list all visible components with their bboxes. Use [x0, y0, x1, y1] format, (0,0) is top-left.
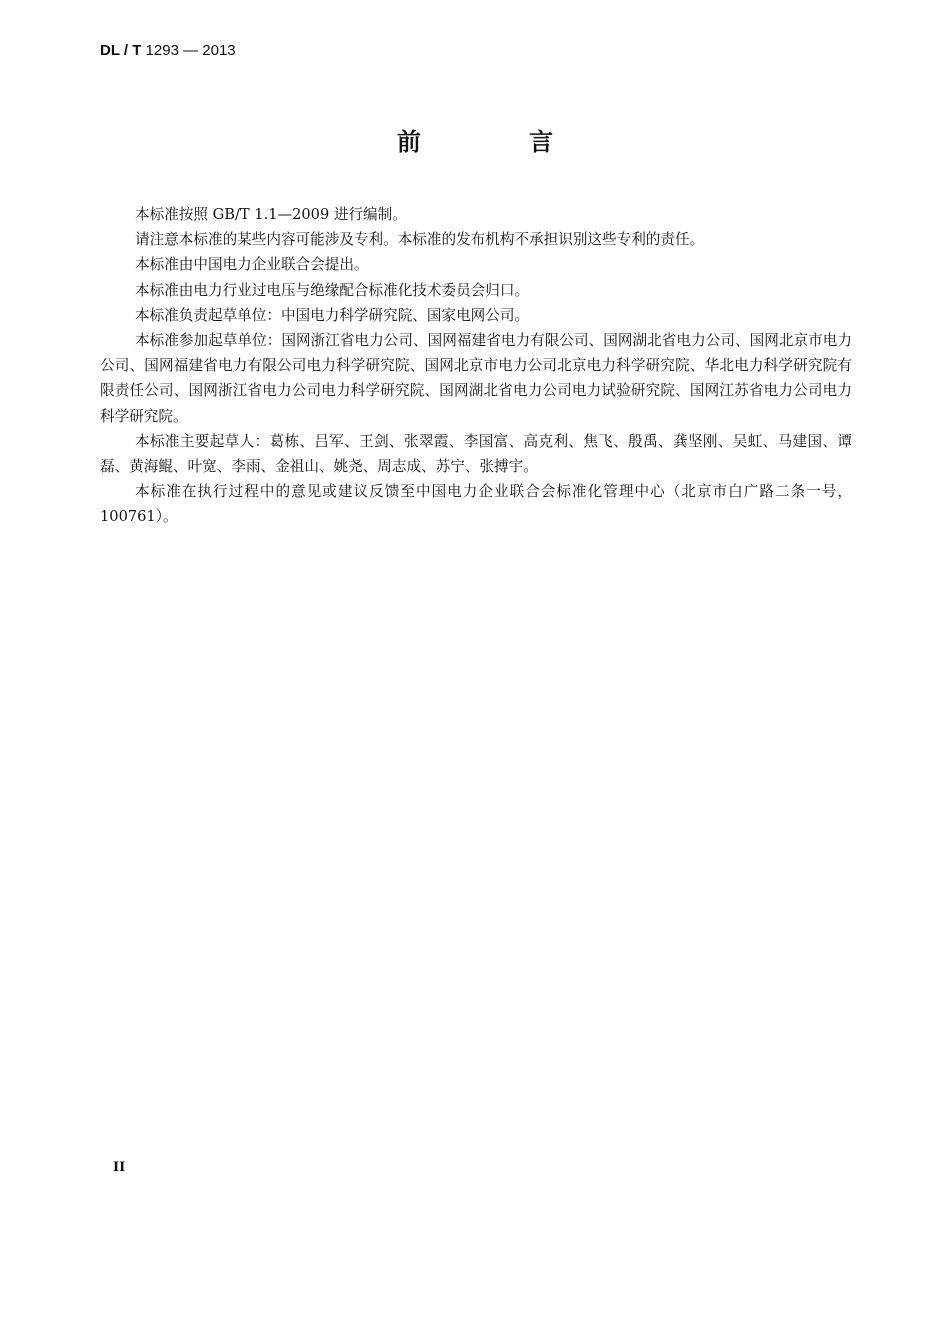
paragraph-main-authors: 本标准主要起草人：葛栋、吕军、王剑、张翠霞、李国富、高克利、焦飞、殷禹、龚坚刚、吴虹、马建国、谭磊、黄海鲲、叶宽、李雨、金祖山、姚尧、周志成、苏宁、张搏宇。: [100, 432, 852, 476]
page-title: 前 言: [396, 128, 604, 156]
standard-code-prefix: DL / T: [100, 42, 142, 59]
standard-code: [100, 42, 236, 59]
paragraph-proposer: 本标准由中国电力企业联合会提出。: [135, 256, 369, 274]
paragraph-lead-drafters: 本标准负责起草单位：中国电力科学研究院、国家电网公司。: [135, 306, 530, 324]
paragraph-participating-drafters: 本标准参加起草单位：国网浙江省电力公司、国网福建省电力有限公司、国网湖北省电力公司、国网北京市电力公司、国网福建省电力有限公司电力科学研究院、国网北京市电力公司北京电力科学研究院、华北电力科学研究院有限责任公司、国网浙江省电力公司电力科学研究院、国网湖北省电力公司电力试验研究院、国网江苏省电力公司电力科学研究院。: [100, 332, 852, 425]
paragraph-patent-notice: 请注意本标准的某些内容可能涉及专利。本标准的发布机构不承担识别这些专利的责任。: [135, 231, 705, 249]
foreword-body: [100, 202, 852, 530]
page-number: II: [113, 1160, 126, 1175]
paragraph-drafting-basis: 本标准按照 GB/T 1.1—2009 进行编制。: [135, 206, 407, 223]
standard-code-number: 1293 — 2013: [141, 42, 236, 59]
paragraph-feedback: 本标准在执行过程中的意见或建议反馈至中国电力企业联合会标准化管理中心（北京市白广路二条一号，100761）。: [100, 483, 852, 526]
paragraph-committee: 本标准由电力行业过电压与绝缘配合标准化技术委员会归口。: [135, 281, 530, 299]
